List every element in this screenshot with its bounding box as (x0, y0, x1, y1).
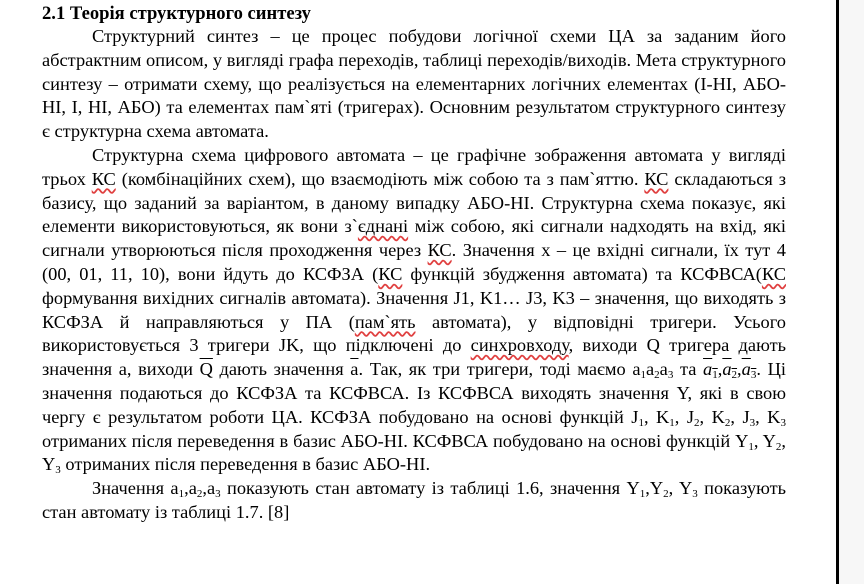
text-run: дають значення (212, 359, 351, 380)
subscript: 1 (639, 488, 646, 501)
text-run: , (730, 406, 735, 427)
text-run: . Так, як три тригери, тоді маємо a (358, 359, 641, 380)
document-body (42, 0, 786, 525)
text-run: a (188, 478, 197, 499)
spellcheck-word: КС (378, 263, 403, 284)
subscript: 3 (780, 416, 786, 429)
subscript: 2 (663, 488, 669, 501)
subscript: 3 (667, 369, 674, 382)
text-run: , (668, 478, 674, 499)
text-run: , (781, 430, 787, 451)
text-run: , (645, 478, 650, 499)
text-run: Y (762, 430, 776, 451)
paragraph-2 (42, 144, 786, 477)
subscript: 1 (178, 488, 185, 501)
q-bar-symbol: $\overline{Q}$ (199, 359, 213, 380)
a3-bar-symbol (741, 359, 757, 382)
text-run: , (717, 359, 723, 380)
text-run: (комбінаційних схем), що взаємодіють між собою та з пам`яттю. (115, 168, 645, 189)
text-run: a (206, 478, 216, 499)
spellcheck-word: КС (644, 168, 669, 189)
subscript: 3 (750, 369, 757, 382)
subscript: 1 (748, 440, 754, 453)
text-run: , (737, 359, 742, 380)
text-run: K (711, 406, 725, 427)
text-run: Структурна схема цифрового автомата – це графічне зображення автомата у вигляді трьох (42, 144, 786, 189)
text-run: K (656, 406, 670, 427)
spellcheck-word: КС (761, 263, 786, 284)
text-run: Y (678, 478, 693, 499)
text-run: J (686, 406, 695, 427)
subscript: 1 (640, 369, 646, 382)
text-run: , виходи Q тригера дають значення a, виходи (42, 335, 787, 380)
paragraph-3 (42, 477, 786, 525)
subscript: 3 (215, 488, 221, 501)
spellcheck-word: КС (427, 240, 452, 261)
text-run: Значення a (92, 478, 179, 499)
text-run: . Значення x – це вхідні сигнали, їх тут 4 (00, 01, 11, 10), вони йдуть до КСФЗА ( (42, 240, 786, 284)
subscript: 1 (638, 416, 644, 429)
subscript: 3 (749, 416, 756, 429)
math-var: a (741, 359, 751, 380)
text-run: показують стан автомату із таблиці 1.6, значення Y (220, 478, 640, 499)
text-run: , (202, 478, 207, 499)
text-run: Y (649, 478, 664, 499)
text-run: Y (42, 454, 56, 475)
text-run: , (755, 406, 760, 427)
text-run: . Ці значення подаються до КСФЗА та КСФВСА. Із КСФВСА виходять значення Y, які в свою чергу є результатом роботи ЦА. КСФЗА побудовано на основі функцій J (42, 359, 786, 427)
text-run: , (674, 406, 680, 427)
text-run: отриманих після переведення в базис АБО-НІ. КСФВСА побудовано на основі функцій Y (42, 430, 749, 451)
subscript: 1 (712, 369, 718, 382)
text-run: , (643, 406, 649, 427)
text-run: автомата), у відповідні тригери. Усього використовується 3 тригери JK, що підключені до (42, 311, 786, 356)
a-bar-symbol: $\overline{a}$ (350, 359, 359, 380)
subscript: 2 (731, 369, 738, 382)
text-run: та (673, 359, 704, 380)
text-run: між собою, які сигнали надходять на вхід, які сигнали утворюються після проходження через (42, 216, 786, 261)
text-run: a (646, 359, 655, 380)
section-heading: 2.1 Теорія структурного синтезу (42, 3, 311, 24)
text-run: формування вихідних сигналів автомата). Значення J1, K1… J3, K3 – значення, що виходять з КСФЗА й направляються у ПА ( (42, 287, 786, 332)
subscript: 3 (55, 464, 61, 477)
a2-bar-symbol (722, 359, 738, 382)
text-run: отриманих після переведення в базис АБО-НІ. (60, 454, 431, 475)
a1-bar-symbol (703, 359, 718, 382)
spellcheck-word: пам`ять (354, 311, 416, 332)
text-run: показують стан автомату із таблиці 1.7. [8] (42, 478, 786, 522)
spellcheck-word: КС (91, 168, 116, 189)
subscript: 2 (775, 440, 782, 453)
subscript: 1 (669, 416, 675, 429)
text-run: функцій збудження автомата) та КСФВСА( (402, 263, 762, 284)
spellcheck-word: єднані (357, 216, 409, 237)
text-run: J (742, 406, 750, 427)
page-gutter (839, 0, 864, 584)
text-run: , (184, 478, 189, 499)
text-run: K (767, 406, 781, 427)
text-run: a (659, 359, 668, 380)
text-run: , (753, 430, 759, 451)
text-run: складаються з базису, що заданий за варіантом, в даному випадку АБО-НІ. Структурна схема показує, які елементи використовуються, як вони з` (42, 168, 786, 237)
math-var: a (722, 359, 732, 380)
subscript: 3 (692, 488, 698, 501)
text-run: , (699, 406, 705, 427)
subscript: 2 (694, 416, 700, 429)
spellcheck-word: синхровходу (470, 335, 569, 356)
subscript: 2 (724, 416, 731, 429)
paragraph-1: Структурний синтез – це процес побудови логічної схеми ЦА за заданим його абстрактним описом, у вигляді графа переходів, таблиці переходів/виходів. Мета структурного синтезу – отримати схему, що реалізується на елементарних логічних елементах (І-НІ, АБО-НІ, І, НІ, АБО) та елементах пам`яті (тригерах). Основним результатом структурного синтезу є структурна схема автомата. (42, 26, 786, 142)
subscript: 2 (654, 369, 660, 382)
math-var: a (703, 359, 713, 380)
subscript: 2 (196, 488, 203, 501)
